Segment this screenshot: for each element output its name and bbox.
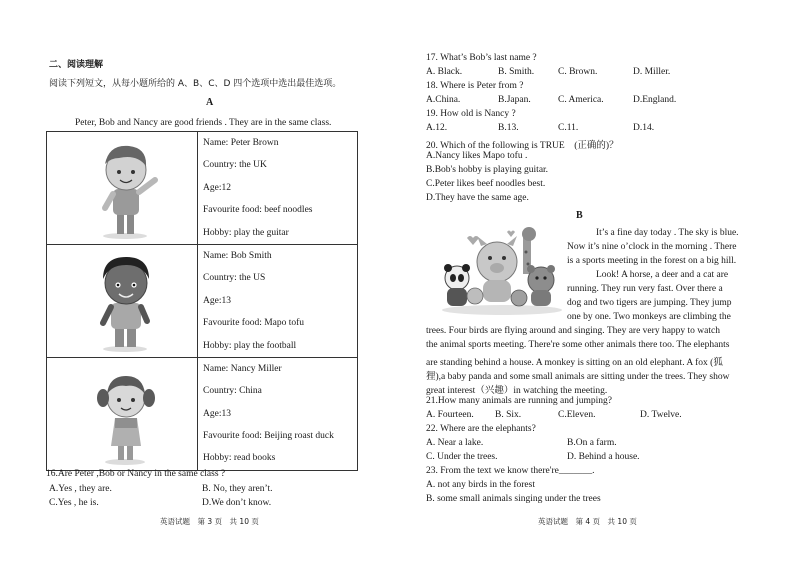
boy-bob-illustration <box>47 245 197 355</box>
q19-option-c[interactable]: C.11. <box>558 123 579 133</box>
q20-option-d[interactable]: D.They have the same age. <box>426 193 529 203</box>
peter-hobby: Hobby: play the guitar <box>203 227 289 238</box>
table-row <box>47 357 358 470</box>
passage-b-line-9: the animal sports meeting. There're some other animals there too. The elephants <box>426 340 730 350</box>
q17-option-d[interactable]: D. Miller. <box>633 67 671 77</box>
q19-option-d[interactable]: D.14. <box>633 123 655 133</box>
q21-option-d[interactable]: D. Twelve. <box>640 410 682 420</box>
bob-info-cell <box>198 244 358 357</box>
q23-option-a[interactable]: A. not any birds in the forest <box>426 480 535 490</box>
bob-hobby: Hobby: play the football <box>203 340 297 351</box>
nancy-info-cell <box>198 357 358 470</box>
q22-option-c[interactable]: C. Under the trees. <box>426 452 498 462</box>
question-18: 18. Where is Peter from ? <box>426 81 524 91</box>
q21-option-b[interactable]: B. Six. <box>495 410 522 420</box>
question-22: 22. Where are the elephants? <box>426 424 536 434</box>
instruction-text: 阅读下列短文，从每小题所给的 A、B、C、D 四个选项中选出最佳选项。 <box>49 79 342 89</box>
q16-option-d[interactable]: D.We don’t know. <box>202 498 272 508</box>
question-23: 23. From the text we know there're_______. <box>426 466 595 476</box>
q18-option-c[interactable]: C. America. <box>558 95 604 105</box>
girl-nancy-illustration <box>47 358 197 468</box>
passage-b-line-3: is a sports meeting in the forest on a big hill. <box>567 256 737 266</box>
q16-option-c[interactable]: C.Yes , he is. <box>49 498 99 508</box>
q22-option-b[interactable]: B.On a farm. <box>567 438 617 448</box>
peter-country: Country: the UK <box>203 160 267 171</box>
q21-option-a[interactable]: A. Fourteen. <box>426 410 474 420</box>
passage-b-line-4: Look! A horse, a deer and a cat are <box>596 270 729 280</box>
q18-option-d[interactable]: D.England. <box>633 95 677 105</box>
nancy-age: Age:13 <box>203 408 231 419</box>
nancy-picture-cell <box>47 357 198 470</box>
passage-b-line-5: running. They run very fast. Over there a <box>567 284 723 294</box>
passage-b-label: B <box>576 210 583 221</box>
peter-age: Age:12 <box>203 182 231 193</box>
peter-name: Name: Peter Brown <box>203 138 279 148</box>
question-21: 21.How many animals are running and jumping? <box>426 396 613 406</box>
q16-option-b[interactable]: B. No, they aren’t. <box>202 484 273 494</box>
passage-b-line-10: are standing behind a house. A monkey is sitting on an old elephant. A fox (狐 <box>426 358 723 368</box>
passage-a-intro: Peter, Bob and Nancy are good friends . They are in the same class. <box>75 118 332 128</box>
section-heading: 二、阅读理解 <box>49 60 104 70</box>
passage-b-line-1: It’s a fine day today . The sky is blue. <box>596 228 739 238</box>
q17-option-c[interactable]: C. Brown. <box>558 67 598 77</box>
table-row <box>47 244 358 357</box>
nancy-country: Country: China <box>203 386 262 397</box>
passage-a-label: A <box>206 97 214 108</box>
animals-illustration <box>437 224 567 316</box>
q20-option-b[interactable]: B.Bob's hobby is playing guitar. <box>426 165 549 175</box>
bob-food: Favourite food: Mapo tofu <box>203 318 305 329</box>
right-page-footer: 英语试题 第 4 页 共 10 页 <box>538 517 637 526</box>
q22-option-a[interactable]: A. Near a lake. <box>426 438 484 448</box>
question-16: 16.Are Peter ,Bob or Nancy in the same class ? <box>46 469 226 479</box>
q18-option-a[interactable]: A.China. <box>426 95 461 105</box>
q21-option-c[interactable]: C.Eleven. <box>558 410 596 420</box>
passage-b-line-8: trees. Four birds are flying around and singing. They are very happy to watch <box>426 326 720 336</box>
q19-option-b[interactable]: B.13. <box>498 123 519 133</box>
bob-age: Age:13 <box>203 295 231 306</box>
q20-option-a[interactable]: A.Nancy likes Mapo tofu . <box>426 151 528 161</box>
question-17: 17. What’s Bob’s last name ? <box>426 53 537 63</box>
passage-b-line-2: Now it’s nine o’clock in the morning . There <box>567 242 737 252</box>
boy-peter-illustration <box>47 132 197 242</box>
q17-option-a[interactable]: A. Black. <box>426 67 463 77</box>
question-19: 19. How old is Nancy ? <box>426 109 516 119</box>
q17-option-b[interactable]: B. Smith. <box>498 67 535 77</box>
table-row <box>47 132 358 245</box>
q18-option-b[interactable]: B.Japan. <box>498 95 531 105</box>
q22-option-d[interactable]: D. Behind a house. <box>567 452 640 462</box>
q20-option-c[interactable]: C.Peter likes beef noodles best. <box>426 179 546 189</box>
nancy-food: Favourite food: Beijing roast duck <box>203 431 334 442</box>
passage-b-line-6: dog and two tigers are jumping. They jump <box>567 298 732 308</box>
peter-food: Favourite food: beef noodles <box>203 205 313 216</box>
passage-b-line-11: 狸),a baby panda and some small animals are sitting under the trees. They show <box>426 372 730 382</box>
people-info-table <box>46 131 358 471</box>
bob-country: Country: the US <box>203 273 266 284</box>
peter-picture-cell <box>47 132 198 245</box>
bob-name: Name: Bob Smith <box>203 250 272 261</box>
passage-b-line-12: great interest（兴趣）in watching the meeting. <box>426 386 608 396</box>
q16-option-a[interactable]: A.Yes , they are. <box>49 484 112 494</box>
q23-option-b[interactable]: B. some small animals singing under the trees <box>426 494 601 504</box>
nancy-name: Name: Nancy Miller <box>203 363 282 374</box>
question-20: 20. Which of the following is TRUE (正确的)？ <box>426 141 619 151</box>
nancy-hobby: Hobby: read books <box>203 453 276 464</box>
bob-picture-cell <box>47 244 198 357</box>
left-page-footer: 英语试题 第 3 页 共 10 页 <box>160 517 259 526</box>
peter-info-cell <box>198 132 358 245</box>
q19-option-a[interactable]: A.12. <box>426 123 448 133</box>
passage-b-line-7: one by one. Two monkeys are climbing the <box>567 312 731 322</box>
